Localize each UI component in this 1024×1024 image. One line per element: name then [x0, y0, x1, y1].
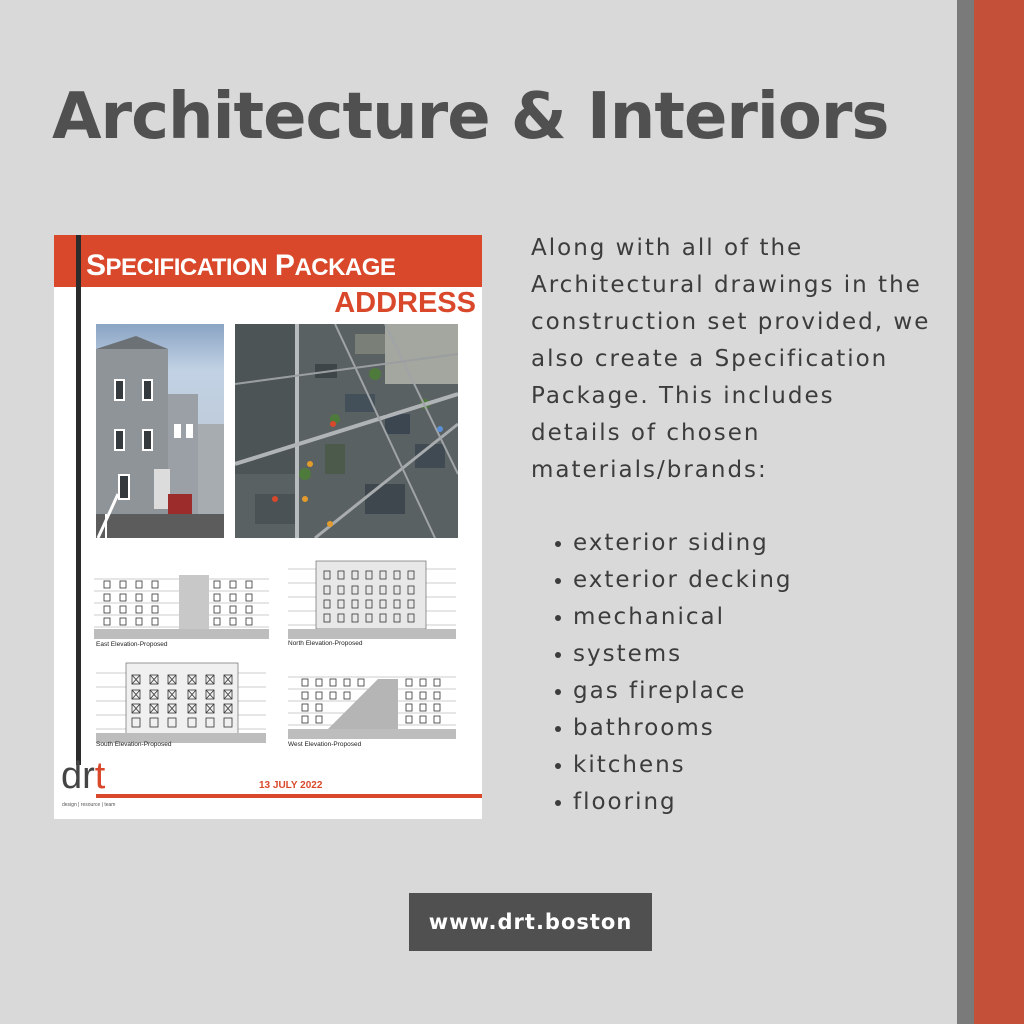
list-item: mechanical	[551, 599, 793, 636]
doc-address: ADDRESS	[334, 287, 476, 319]
intro-paragraph: Along with all of the Architectural drawings in the construction set provided, we also create a Specification Package. This includes details of chosen materials/brands:	[531, 235, 931, 483]
east-elevation-label: East Elevation-Proposed	[96, 641, 168, 648]
west-elevation-drawing	[288, 665, 458, 741]
list-item: gas fireplace	[551, 673, 793, 710]
south-elevation-drawing	[96, 659, 268, 743]
page-title: Architecture & Interiors	[52, 80, 889, 154]
north-elevation-label: North Elevation-Proposed	[288, 640, 363, 647]
doc-title-cap-2: P	[274, 249, 295, 282]
doc-vertical-line	[76, 235, 81, 765]
list-item: flooring	[551, 784, 793, 821]
doc-title-cap-1: S	[86, 249, 106, 282]
south-elevation-label: South Elevation-Proposed	[96, 741, 172, 748]
list-item: kitchens	[551, 747, 793, 784]
doc-title	[86, 249, 395, 283]
specification-package-preview	[54, 235, 482, 819]
drt-logo-t: t	[94, 755, 106, 797]
list-item: exterior decking	[551, 562, 793, 599]
materials-list	[551, 525, 793, 821]
east-elevation-drawing	[94, 569, 272, 641]
list-item: bathrooms	[551, 710, 793, 747]
street-photo	[96, 324, 224, 538]
list-item: systems	[551, 636, 793, 673]
website-link-button[interactable]: www.drt.boston	[409, 893, 652, 951]
doc-bottom-rule	[96, 794, 482, 798]
doc-date: 13 JULY 2022	[259, 780, 323, 791]
doc-title-rest-1: PECIFICATION	[105, 254, 268, 281]
drt-tagline: design | resource | team	[62, 802, 116, 808]
list-item: exterior siding	[551, 525, 793, 562]
doc-title-rest-2: ACKAGE	[294, 254, 396, 281]
orange-stripe	[974, 0, 1024, 1024]
west-elevation-label: West Elevation-Proposed	[288, 741, 362, 748]
aerial-map-photo	[235, 324, 458, 538]
drt-logo	[61, 757, 105, 795]
north-elevation-drawing	[288, 557, 458, 641]
drt-logo-dr: dr	[61, 755, 95, 797]
grey-stripe	[957, 0, 974, 1024]
